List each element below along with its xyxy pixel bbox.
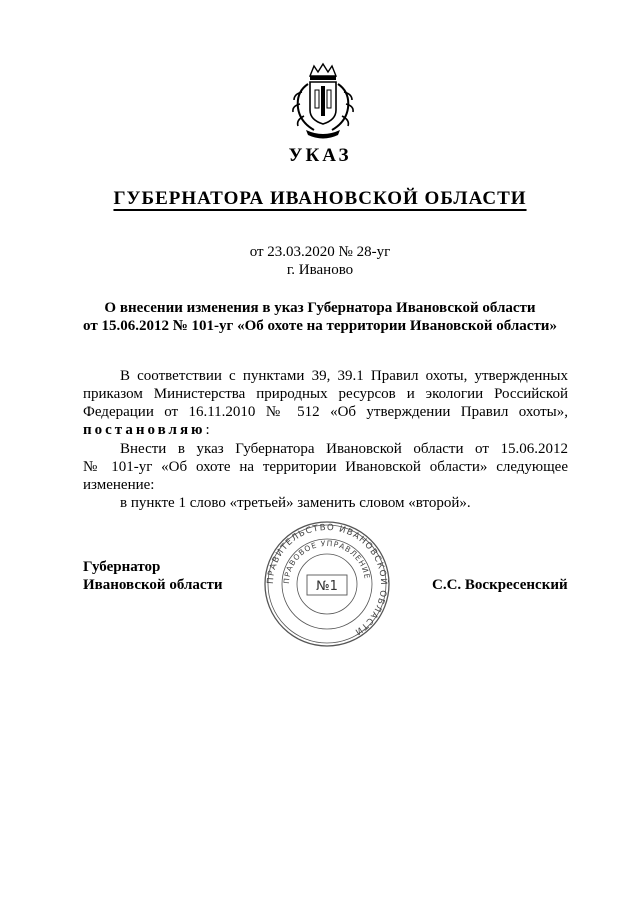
body-p2-line1: Внести в указ Губернатора Ивановской области от 15.06.2012 xyxy=(120,441,568,457)
signatory-position-line2: Ивановской области xyxy=(83,577,223,593)
issuer-title: ГУБЕРНАТОРА ИВАНОВСКОЙ ОБЛАСТИ xyxy=(113,188,527,209)
signatory-position-line1: Губернатор xyxy=(83,559,161,575)
heading-line-1: О внесении изменения в указ Губернатора Ивановской области xyxy=(104,300,536,316)
body-p1-line2: приказом Министерства природных ресурсов и экологии Российской xyxy=(83,386,568,402)
document-type-title: УКАЗ xyxy=(288,145,352,166)
body-p3: в пункте 1 слово «третьей» заменить словом «второй». xyxy=(120,495,471,511)
svg-text:ПРАВОВОЕ УПРАВЛЕНИЕ xyxy=(282,539,372,584)
coat-of-arms-icon xyxy=(288,62,358,140)
seal-outer-text: ПРАВИТЕЛЬСТВО ИВАНОВСКОЙ ОБЛАСТИ xyxy=(265,522,389,637)
heading-line-2: от 15.06.2012 № 101-уг «Об охоте на территории Ивановской области» xyxy=(83,318,557,334)
seal-number: №1 xyxy=(316,579,338,594)
signatory-name: С.С. Воскресенский xyxy=(432,577,568,593)
body-p2-line2: № 101-уг «Об охоте на территории Ивановской области» следующее xyxy=(83,459,568,475)
body-p1-line1: В соответствии с пунктами 39, 39.1 Правил охоты, утвержденных xyxy=(120,368,568,384)
body-p1-line3: Федерации от 16.11.2010 № 512 «Об утверждении Правил охоты», xyxy=(83,404,568,420)
body-p2-line3: изменение: xyxy=(83,477,155,493)
document-city: г. Иваново xyxy=(286,262,354,278)
document-date-number: от 23.03.2020 № 28-уг xyxy=(249,244,391,260)
body-p1-line4: постановляю: xyxy=(83,422,210,438)
seal-inner-text: ПРАВОВОЕ УПРАВЛЕНИЕ xyxy=(281,538,372,585)
official-seal-icon xyxy=(262,520,392,648)
resolution-word: постановляю xyxy=(83,422,206,438)
